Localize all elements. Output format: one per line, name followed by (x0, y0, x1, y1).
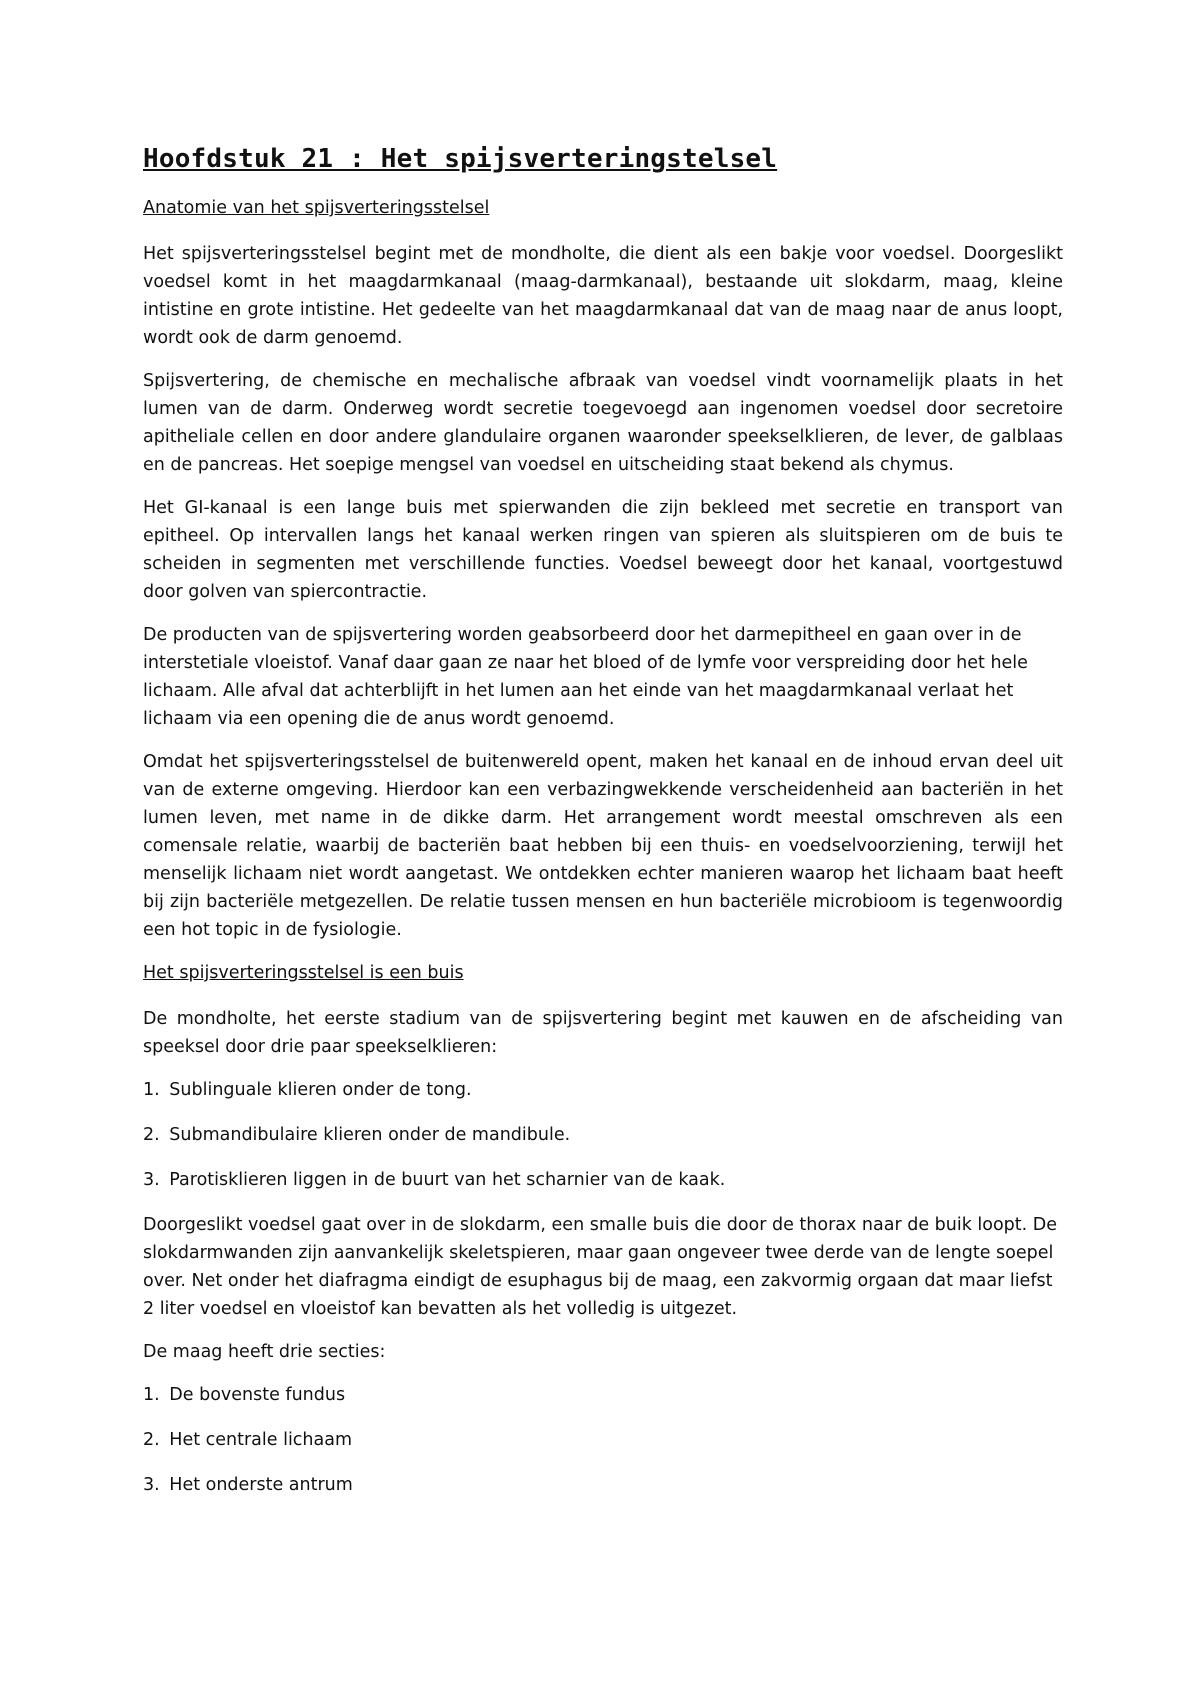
list-number: 2. (143, 1430, 160, 1450)
list-item (143, 1121, 1063, 1149)
paragraph: De mondholte, het eerste stadium van de spijsvertering begint met kauwen en de afscheiding van speeksel door drie paar speekselklieren: (143, 1009, 1063, 1057)
section-heading-anatomy: Anatomie van het spijsverteringsstelsel (143, 198, 490, 218)
list-text: Sublinguale klieren onder de tong. (169, 1080, 472, 1100)
paragraph: De producten van de spijsvertering worden geabsorbeerd door het darmepitheel en gaan over in de interstetiale vloeistof. Vanaf daar gaan ze naar het bloed of de lymfe voor verspreiding door het hele lichaam. Alle afval dat achterblijft in het lumen aan het einde van het maagdarmkanaal verlaat het lichaam via een opening die de anus wordt genoemd. (143, 625, 1028, 729)
section-heading-tube: Het spijsverteringsstelsel is een buis (143, 963, 464, 983)
document-content (143, 142, 1063, 1516)
list-number: 2. (143, 1125, 160, 1145)
list-number: 3. (143, 1170, 160, 1190)
list-number: 1. (143, 1080, 160, 1100)
paragraph: Spijsvertering, de chemische en mechalische afbraak van voedsel vindt voornamelijk plaats in het lumen van de darm. Onderweg wordt secretie toegevoegd aan ingenomen voedsel door secretoire apitheliale cellen en door andere glandulaire organen waaronder speekselklieren, de lever, de galblaas en de pancreas. Het soepige mengsel van voedsel en uitscheiding staat bekend als chymus. (143, 371, 1063, 475)
list-text: De bovenste fundus (169, 1385, 346, 1405)
list-text: Het onderste antrum (169, 1475, 353, 1495)
list-text: Parotisklieren liggen in de buurt van het scharnier van de kaak. (169, 1170, 726, 1190)
paragraph: Omdat het spijsverteringsstelsel de buitenwereld opent, maken het kanaal en de inhoud ervan deel uit van de externe omgeving. Hierdoor kan een verbazingwekkende verscheidenheid aan bacteriën in het lumen leven, met name in de dikke darm. Het arrangement wordt meestal omschreven als een comensale relatie, waarbij de bacteriën baat hebben bij een thuis- en voedselvoorziening, terwijl het menselijk lichaam niet wordt aangetast. We ontdekken echter manieren waarop het lichaam baat heeft bij zijn bacteriële metgezellen. De relatie tussen mensen en hun bacteriële microbioom is tegenwoordig een hot topic in de fysiologie. (143, 752, 1063, 940)
page-title: Hoofdstuk 21 : Het spijsverteringstelsel (143, 144, 778, 174)
list-number: 1. (143, 1385, 160, 1405)
paragraph: Doorgeslikt voedsel gaat over in de slokdarm, een smalle buis die door de thorax naar de buik loopt. De slokdarmwanden zijn aanvankelijk skeletspieren, maar gaan ongeveer twee derde van de lengte soepel over. Net onder het diafragma eindigt de esuphagus bij de maag, een zakvormig orgaan dat maar liefst 2 liter voedsel en vloeistof kan bevatten als het volledig is uitgezet. (143, 1215, 1058, 1319)
list-item (143, 1381, 1063, 1409)
list-item (143, 1426, 1063, 1454)
paragraph: Het spijsverteringsstelsel begint met de mondholte, die dient als een bakje voor voedsel. Doorgeslikt voedsel komt in het maagdarmkanaal (maag-darmkanaal), bestaande uit slokdarm, maag, kleine intistine en grote intistine. Het gedeelte van het maagdarmkanaal dat van de maag naar de anus loopt, wordt ook de darm genoemd. (143, 244, 1063, 348)
list-text: Submandibulaire klieren onder de mandibule. (169, 1125, 571, 1145)
paragraph: De maag heeft drie secties: (143, 1342, 386, 1362)
list-text: Het centrale lichaam (169, 1430, 353, 1450)
paragraph: Het GI-kanaal is een lange buis met spierwanden die zijn bekleed met secretie en transport van epitheel. Op intervallen langs het kanaal werken ringen van spieren als sluitspieren om de buis te scheiden in segmenten met verschillende functies. Voedsel beweegt door het kanaal, voortgestuwd door golven van spiercontractie. (143, 498, 1063, 602)
list-item (143, 1166, 1063, 1194)
list-number: 3. (143, 1475, 160, 1495)
list-item (143, 1076, 1063, 1104)
list-item (143, 1471, 1063, 1499)
